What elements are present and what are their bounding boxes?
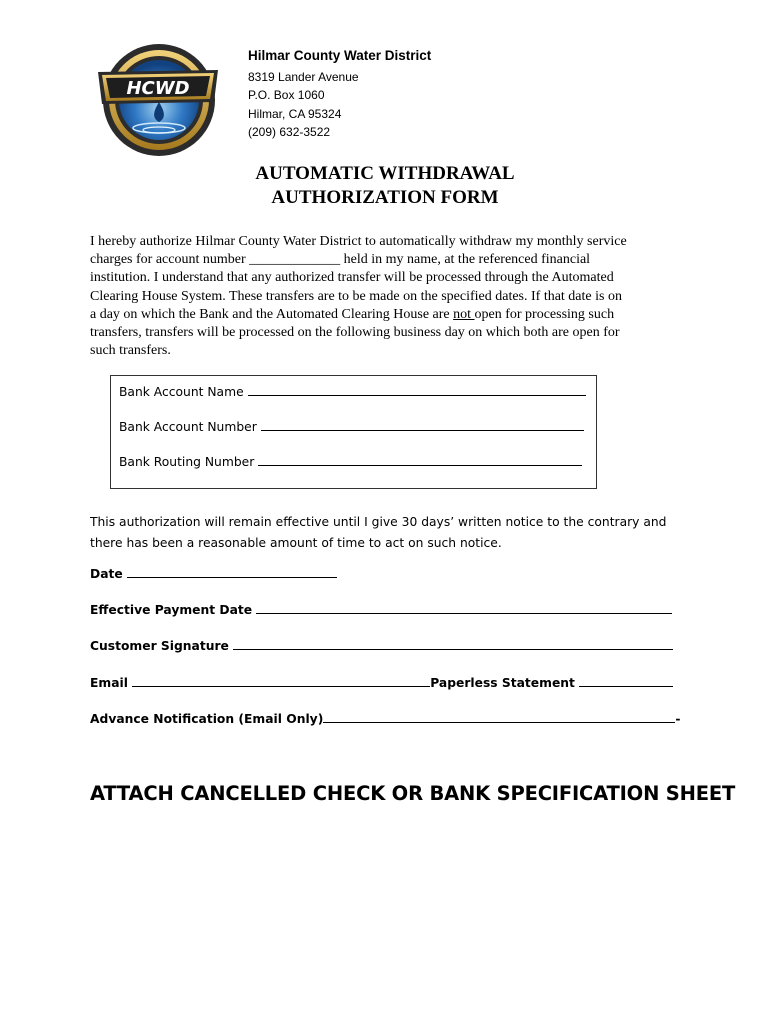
bank-routing-number-row [119,452,582,470]
advance-notification-label: Advance Notification (Email Only) [90,712,324,726]
effective-payment-date-label: Effective Payment Date [90,603,253,617]
svg-text:HCWD: HCWD [126,78,190,99]
paragraph-line: transfers, transfers will be processed on the following business day on which both are open for [90,325,620,341]
paragraph-text: charges for account number [90,252,250,268]
org-name: Hilmar County Water District [248,48,432,63]
date-row [90,564,337,582]
bank-account-name-label: Bank Account Name [119,385,244,399]
attach-check-notice: ATTACH CANCELLED CHECK OR BANK SPECIFICATION SHEET [90,782,736,805]
address-line: P.O. Box 1060 [248,88,325,103]
email-label: Email [90,676,128,690]
advance-notification-suffix: - [675,712,681,726]
terms-line: This authorization will remain effective until I give 30 days’ written notice to the contrary and [90,515,667,529]
date-label: Date [90,567,123,581]
customer-signature-row [90,636,673,654]
paragraph-line [90,306,690,324]
paragraph-text: open for processing such [474,306,615,322]
letterhead [248,47,431,142]
email-row [90,673,673,691]
emphasis-not: not [453,306,475,322]
paragraph-text: a day on which the Bank and the Automated Clearing House are [90,306,454,322]
paragraph-text: held in my name, at the referenced financial [340,252,591,268]
terms-line: there has been a reasonable amount of time to act on such notice. [90,536,502,550]
paragraph-line: I hereby authorize Hilmar County Water District to automatically withdraw my monthly service [90,234,627,249]
paperless-statement-field[interactable] [579,673,673,687]
terms-paragraph [90,512,690,554]
bank-account-name-field[interactable] [248,382,586,396]
advance-notification-row [90,709,680,727]
phone-number: (209) 632-3522 [248,125,331,140]
paperless-statement-label: Paperless Statement [430,676,575,690]
advance-notification-field[interactable] [323,709,675,723]
customer-signature-label: Customer Signature [90,639,229,653]
paragraph-line [90,251,690,269]
account-number-blank[interactable]: _____________ [249,252,341,268]
bank-routing-number-label: Bank Routing Number [119,455,255,469]
bank-account-name-row [119,382,586,400]
paragraph-line: such transfers. [90,343,171,359]
hcwd-logo-icon [92,40,222,158]
paragraph-line: Clearing House System. These transfers are to be made on the specified dates. If that date is on [90,288,622,304]
title-line-1: AUTOMATIC WITHDRAWAL [255,163,515,184]
email-field[interactable] [132,673,430,687]
customer-signature-field[interactable] [233,636,673,650]
effective-payment-date-field[interactable] [256,600,672,614]
bank-account-number-label: Bank Account Number [119,420,257,434]
bank-account-number-row [119,417,584,435]
paragraph-line: institution. I understand that any authorized transfer will be processed through the Automated [90,270,614,286]
title-line-2: AUTHORIZATION FORM [271,187,499,208]
address-line: Hilmar, CA 95324 [248,106,342,121]
bank-account-number-field[interactable] [261,417,584,431]
effective-payment-date-row [90,600,672,618]
address-line: 8319 Lander Avenue [248,69,359,84]
authorization-paragraph [90,233,690,360]
date-field[interactable] [127,564,337,578]
form-title [0,162,770,210]
bank-routing-number-field[interactable] [258,452,582,466]
district-logo [92,40,222,158]
